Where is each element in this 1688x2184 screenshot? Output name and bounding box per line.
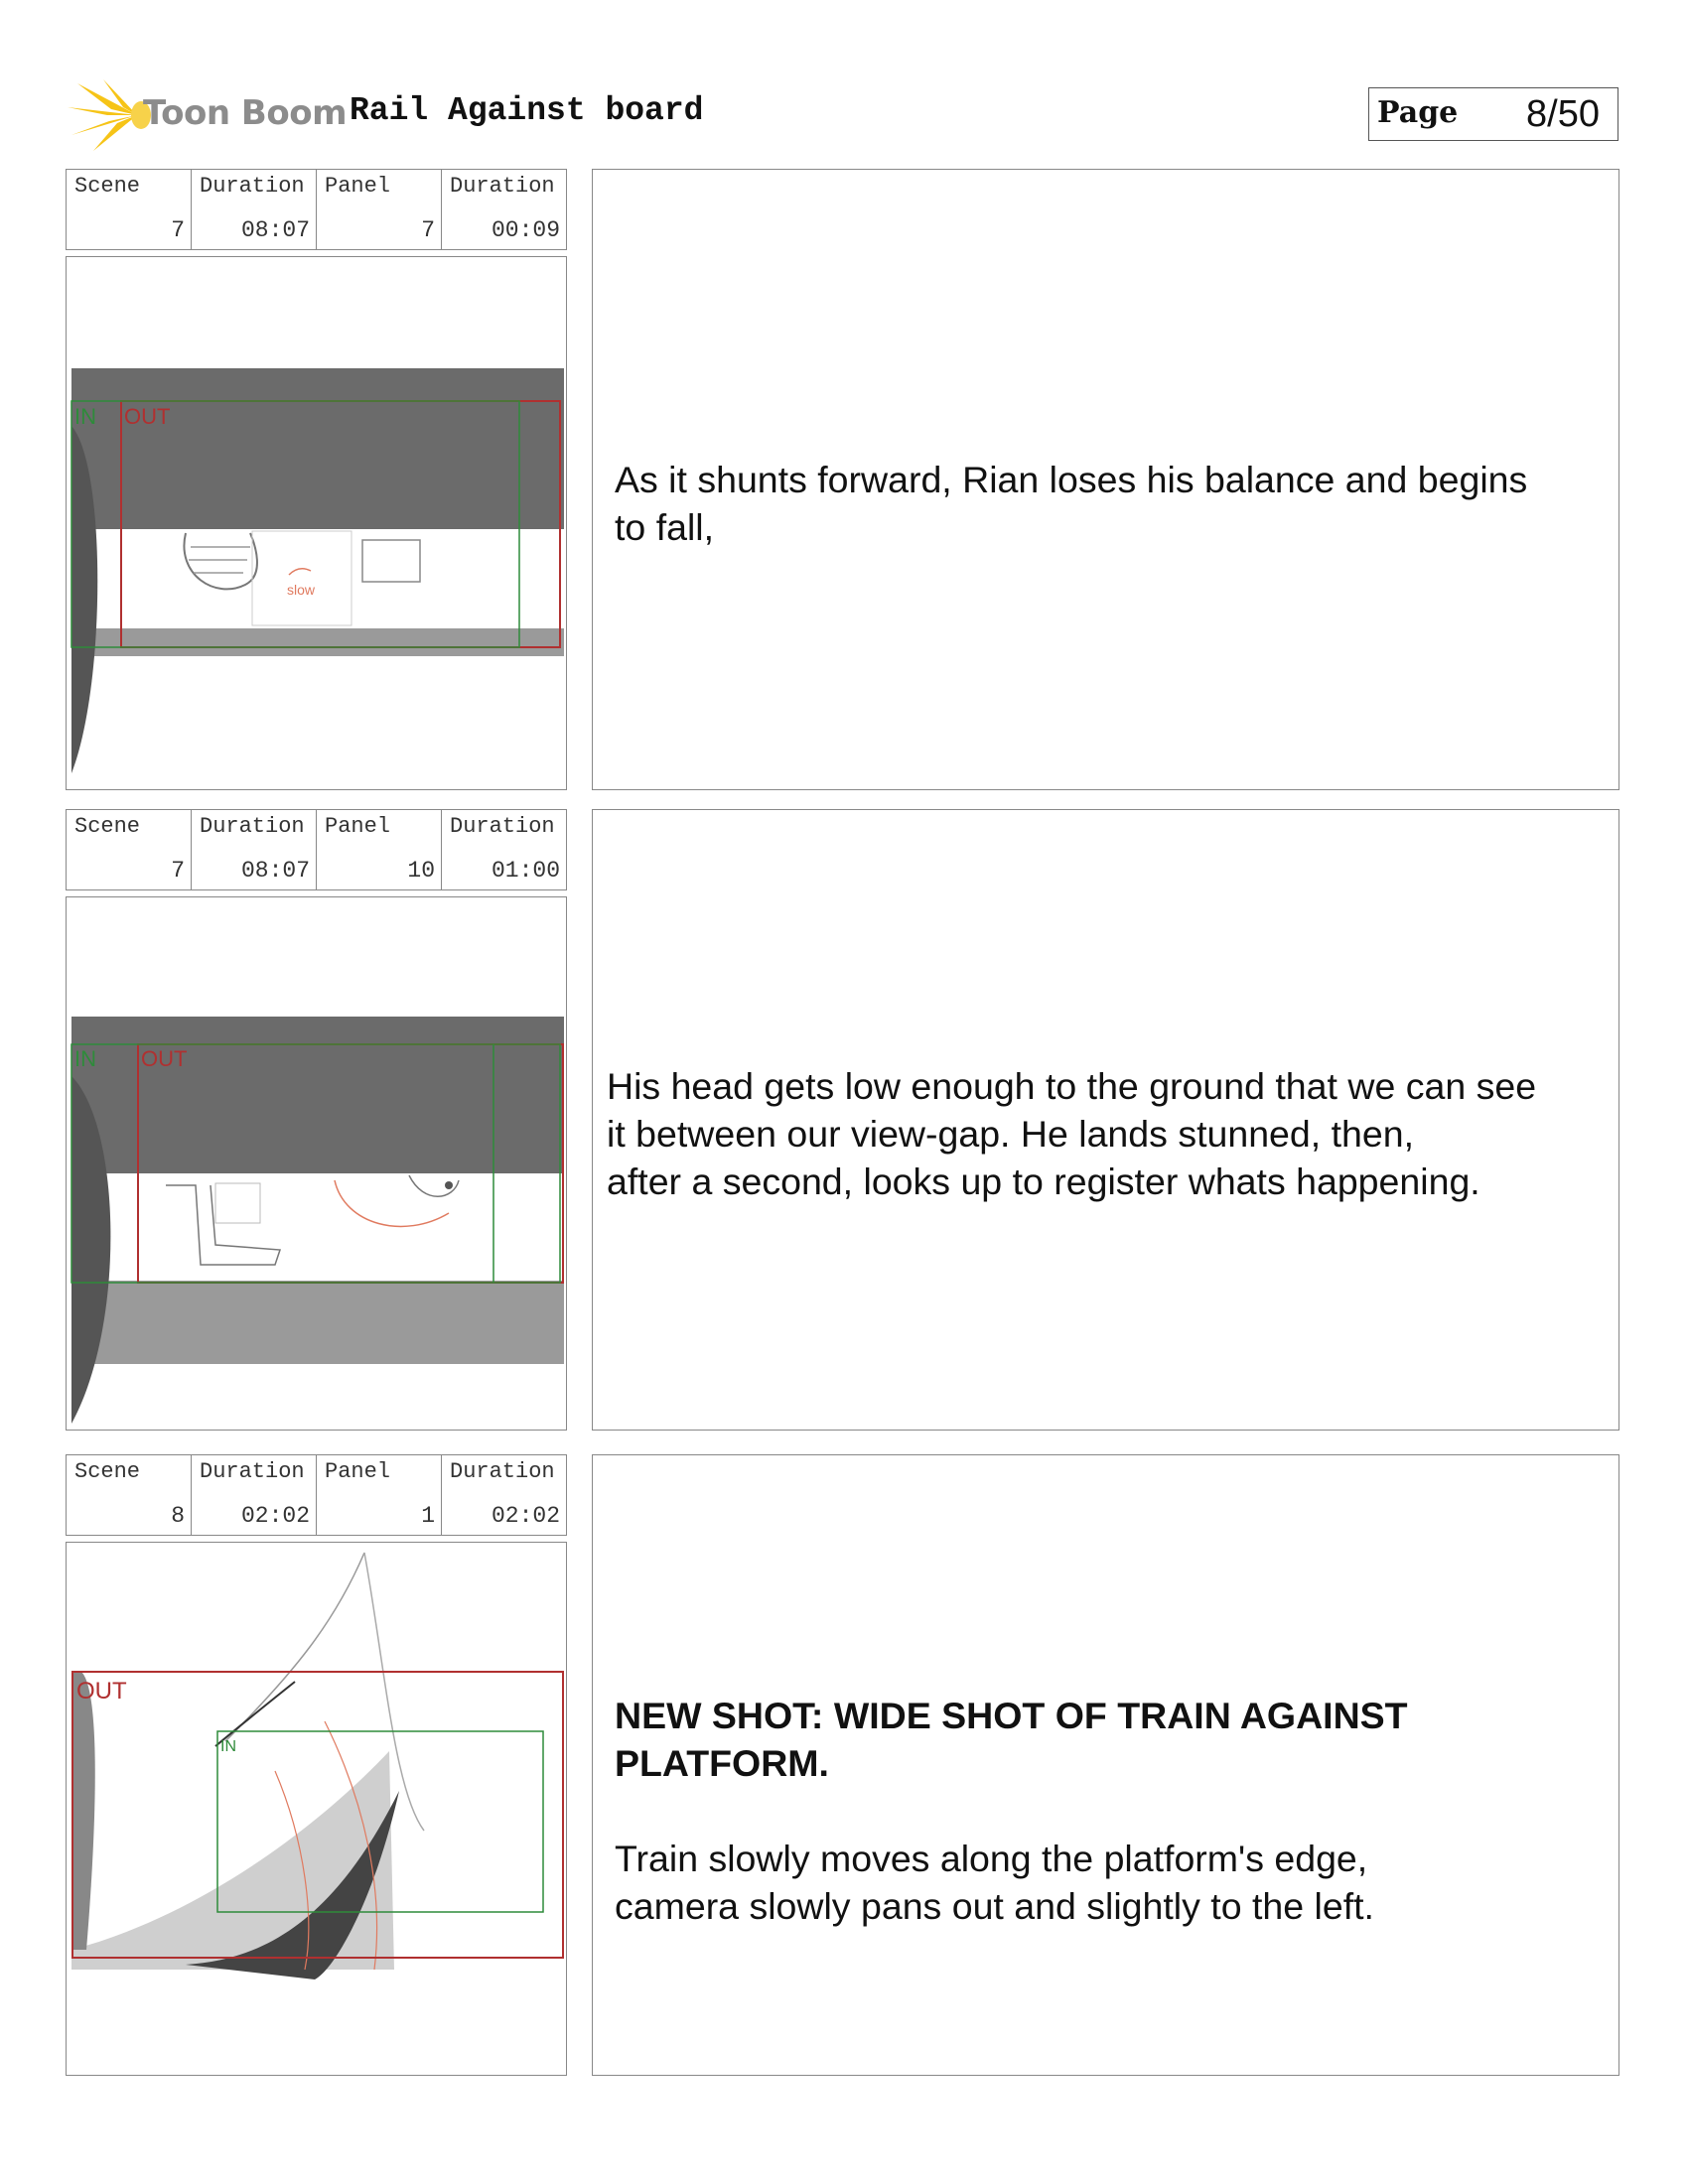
panel-description: As it shunts forward, Rian loses his balance and begins to fall,	[615, 459, 1528, 548]
logo-text: Toon Boom	[143, 93, 347, 133]
scene-label: Scene	[74, 1459, 141, 1484]
duration-label: Duration	[450, 174, 555, 199]
scene-value: 8	[171, 1503, 185, 1529]
frame-sketch	[67, 1543, 567, 2076]
panel-label: Panel	[325, 1459, 391, 1484]
panel-description-box	[592, 169, 1619, 790]
in-label: IN	[74, 1046, 96, 1071]
panel-duration-cell	[442, 1455, 566, 1535]
page-number: 8/50	[1526, 93, 1600, 135]
panel-duration-cell	[442, 170, 566, 249]
panel-frame-image	[66, 896, 567, 1431]
panel-value: 10	[407, 858, 435, 884]
frame-sketch	[67, 257, 567, 790]
scene-duration-cell	[192, 1455, 317, 1535]
panel-info-row	[66, 169, 567, 250]
duration-label: Duration	[450, 1459, 555, 1484]
panel-cell	[317, 1455, 442, 1535]
duration-label: Duration	[200, 174, 305, 199]
out-label: OUT	[76, 1678, 127, 1705]
panel-description-box	[592, 1454, 1619, 2076]
sketch-note: slow	[287, 582, 316, 598]
panel-value: 1	[421, 1503, 435, 1529]
scene-cell	[67, 170, 192, 249]
panel-duration-value: 00:09	[491, 217, 560, 243]
panel-frame-image	[66, 1542, 567, 2076]
scene-duration-cell	[192, 170, 317, 249]
duration-label: Duration	[450, 814, 555, 839]
panel-cell	[317, 810, 442, 889]
document-title: Rail Against board	[350, 92, 704, 129]
panel-cell	[317, 170, 442, 249]
panel-description-box	[592, 809, 1619, 1431]
panel-value: 7	[421, 217, 435, 243]
in-label: IN	[74, 404, 96, 429]
page-label: Page	[1377, 95, 1459, 130]
panel-info-row	[66, 809, 567, 890]
frame-sketch	[67, 897, 567, 1431]
panel-duration-value: 02:02	[491, 1503, 560, 1529]
scene-duration-value: 02:02	[240, 1503, 310, 1529]
panel-description: Train slowly moves along the platform's edge, camera slowly pans out and slightly to the left.	[615, 1838, 1374, 1927]
scene-duration-value: 08:07	[240, 858, 310, 884]
panel-duration-cell	[442, 810, 566, 889]
panel-duration-value: 01:00	[491, 858, 560, 884]
panel-frame-image	[66, 256, 567, 790]
panel-description-heading: NEW SHOT: WIDE SHOT OF TRAIN AGAINST PLATFORM.	[615, 1695, 1408, 1784]
scene-duration-value: 08:07	[240, 217, 310, 243]
page-indicator	[1368, 87, 1618, 141]
scene-cell	[67, 810, 192, 889]
scene-label: Scene	[74, 814, 141, 839]
panel-description: His head gets low enough to the ground that we can see it between our view-gap. He lands stunned, then, after a second, looks up to register whats happening.	[607, 1065, 1537, 1202]
scene-value: 7	[171, 858, 185, 884]
in-label: IN	[220, 1738, 236, 1755]
scene-label: Scene	[74, 174, 141, 199]
scene-duration-cell	[192, 810, 317, 889]
out-label: OUT	[141, 1046, 188, 1071]
panel-label: Panel	[325, 174, 391, 199]
duration-label: Duration	[200, 1459, 305, 1484]
panel-label: Panel	[325, 814, 391, 839]
scene-cell	[67, 1455, 192, 1535]
panel-info-row	[66, 1454, 567, 1536]
out-label: OUT	[124, 404, 171, 429]
scene-value: 7	[171, 217, 185, 243]
duration-label: Duration	[200, 814, 305, 839]
